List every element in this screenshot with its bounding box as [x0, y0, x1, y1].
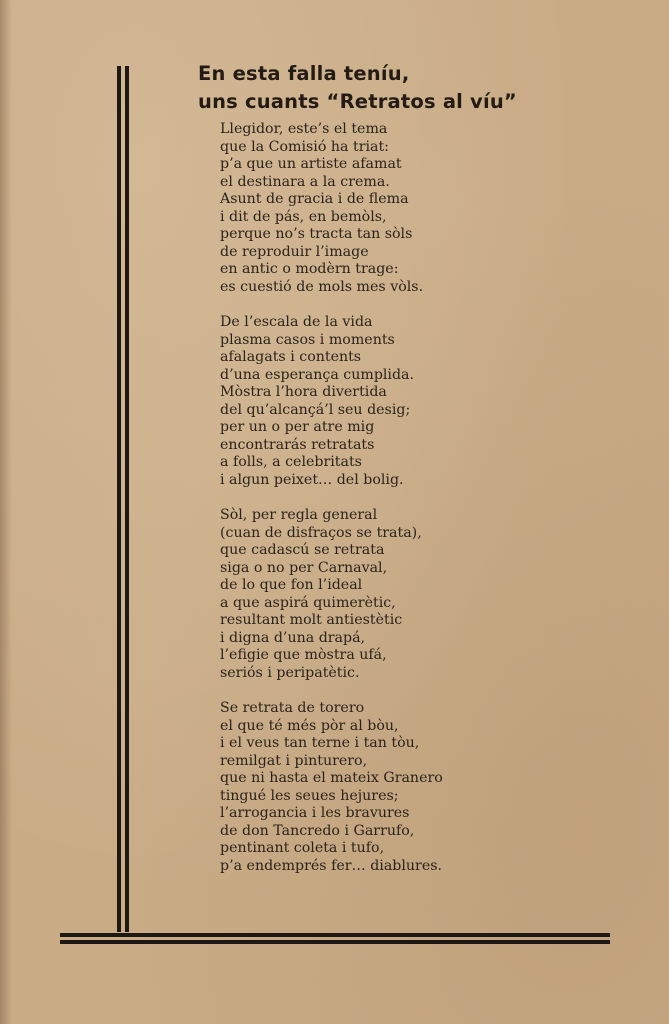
page-edge-shadow [0, 0, 12, 1024]
verse-line: Llegidor, este’s el tema [220, 121, 388, 137]
verse-line: que cadascú se retrata [220, 542, 385, 558]
verse-line: d’una esperança cumplida. [220, 366, 415, 383]
verse-line: Se retrata de torero [220, 700, 365, 716]
left-border-rule-inner [125, 66, 129, 932]
verse-line: Mòstra l’hora divertida [220, 384, 387, 400]
bottom-border-rule-lower [60, 940, 610, 944]
verse-line: seriós i peripatètic. [220, 664, 360, 681]
verse-line: remilgat i pinturero, [220, 752, 368, 769]
left-border-rule-outer [117, 66, 121, 932]
verse-line: encontrarás retratats [220, 436, 375, 453]
verse-line: i digna d’una drapá, [220, 629, 366, 646]
verse-line: es cuestió de mols mes vòls. [220, 278, 424, 295]
verse-line: de reproduir l’image [220, 243, 369, 260]
verse-line: Asunt de gracia i de flema [220, 191, 409, 207]
verse-line: siga o no per Carnaval, [220, 559, 388, 576]
verse-line: i dit de pás, en bemòls, [220, 208, 387, 225]
verse-line: resultant molt antiestètic [220, 612, 403, 628]
stanza-3 [220, 507, 500, 682]
verse-line: perque no’s tracta tan sòls [220, 226, 413, 242]
verse-line: (cuan de disfraços se trata), [220, 524, 422, 541]
poem-body [220, 121, 500, 875]
verse-line: per un o per atre mig [220, 419, 375, 435]
verse-line: pentinant coleta i tufo, [220, 840, 385, 856]
verse-line: i algun peixet… del bolig. [220, 471, 404, 488]
verse-line: p’a endemprés fer… diablures. [220, 857, 443, 874]
verse-line: l’arrogancia i les bravures [220, 805, 410, 821]
verse-line: De l’escala de la vida [220, 314, 373, 330]
verse-line: tingué les seues hejures; [220, 787, 399, 804]
verse-line: a que aspirá quimerètic, [220, 594, 396, 611]
verse-line: del qu’alcançá’l seu desig; [220, 401, 411, 418]
verse-line: de lo que fon l’ideal [220, 577, 363, 593]
stanza-1 [220, 121, 500, 296]
bottom-border-rule-upper [60, 933, 610, 937]
verse-line: Sòl, per regla general [220, 507, 378, 523]
verse-line: en antic o modèrn trage: [220, 261, 399, 277]
poem-title-line-1: En esta falla teníu, [198, 62, 410, 85]
poem-title [198, 60, 517, 116]
verse-line: l’efigie que mòstra ufá, [220, 647, 387, 663]
stanza-2 [220, 314, 500, 489]
verse-line: afalagats i contents [220, 349, 362, 365]
verse-line: el que té més pòr al bòu, [220, 717, 399, 734]
verse-line: a folls, a celebritats [220, 454, 362, 470]
verse-line: p’a que un artiste afamat [220, 156, 402, 172]
stanza-4 [220, 700, 500, 875]
poem-title-line-2: uns cuants “Retratos al víu” [198, 90, 517, 113]
verse-line: de don Tancredo i Garrufo, [220, 822, 415, 839]
verse-line: el destinara a la crema. [220, 173, 390, 190]
verse-line: que ni hasta el mateix Granero [220, 770, 443, 786]
verse-line: plasma casos i moments [220, 331, 395, 348]
verse-line: i el veus tan terne i tan tòu, [220, 735, 420, 751]
verse-line: que la Comisió ha triat: [220, 138, 389, 155]
